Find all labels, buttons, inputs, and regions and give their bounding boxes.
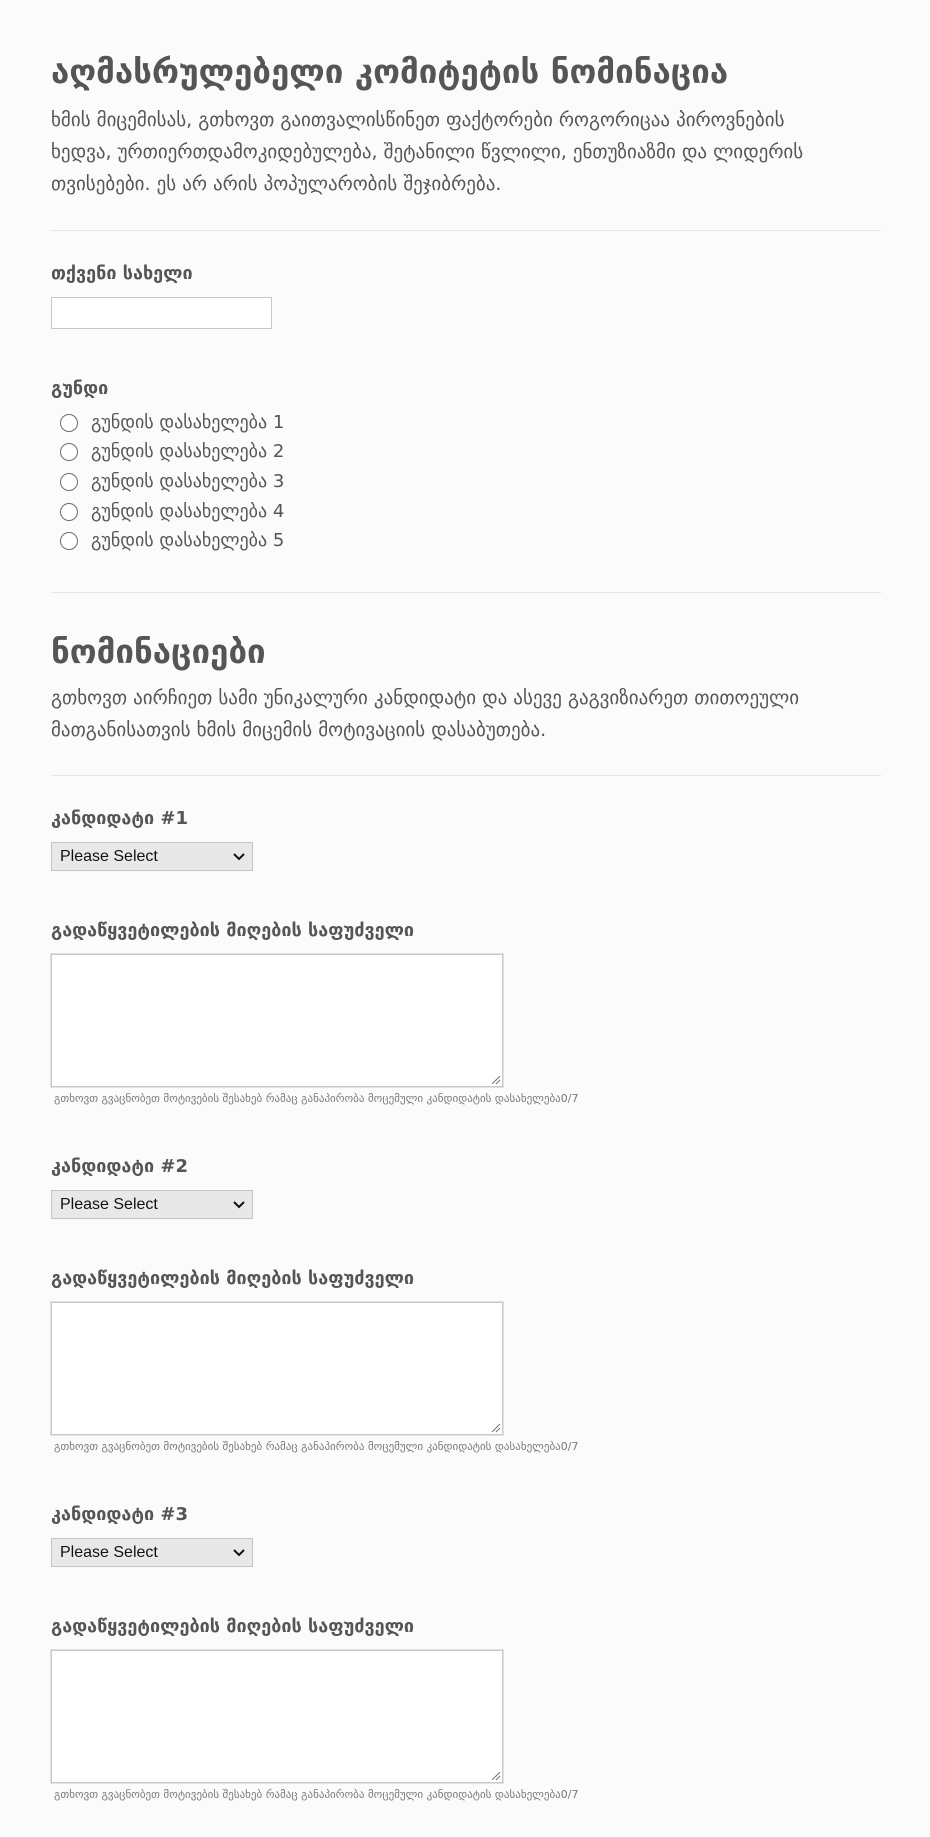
section-divider — [51, 230, 881, 231]
team-option-label: გუნდის დასახელება 5 — [91, 530, 285, 552]
candidate-1-helper-text: გთხოვთ გვაცნობეთ მოტივების შესახებ რამაც განაპირობა მოცემული კანდიდატის დასახელება0/7 — [54, 1092, 579, 1105]
team-option-label: გუნდის დასახელება 4 — [91, 500, 285, 522]
form-description — [51, 104, 881, 200]
candidate-2-select[interactable] — [51, 1190, 253, 1219]
team-label: გუნდი — [51, 378, 109, 399]
resize-grip-icon[interactable] — [490, 1074, 501, 1085]
resize-grip-icon[interactable] — [490, 1770, 501, 1781]
form-description-line: ხედვა, ურთიერთდამოკიდებულება, შეტანილი წვლილი, ენთუზიაზმი და ლიდერის — [51, 141, 804, 163]
candidate-1-reason-textarea[interactable] — [51, 954, 503, 1087]
candidate-2-select-value: Please Select — [60, 1195, 158, 1213]
candidate-2-reason-textarea[interactable] — [51, 1302, 503, 1435]
team-option[interactable] — [51, 526, 284, 556]
radio-button[interactable] — [60, 443, 78, 461]
candidate-3-helper-text: გთხოვთ გვაცნობეთ მოტივების შესახებ რამაც განაპირობა მოცემული კანდიდატის დასახელება0/7 — [54, 1788, 579, 1801]
team-option[interactable] — [51, 408, 284, 438]
candidate-3-select-value: Please Select — [60, 1543, 158, 1561]
section-divider — [51, 592, 881, 593]
radio-button[interactable] — [60, 414, 78, 432]
form-title: აღმასრულებელი კომიტეტის ნომინაცია — [51, 52, 729, 91]
candidate-3-reason-textarea[interactable] — [51, 1650, 503, 1783]
name-label: თქვენი სახელი — [51, 263, 193, 284]
candidate-2-helper-text: გთხოვთ გვაცნობეთ მოტივების შესახებ რამაც განაპირობა მოცემული კანდიდატის დასახელება0/7 — [54, 1440, 579, 1453]
team-option[interactable] — [51, 467, 284, 497]
team-option-label: გუნდის დასახელება 3 — [91, 470, 285, 492]
radio-button[interactable] — [60, 473, 78, 491]
team-option-label: გუნდის დასახელება 2 — [91, 441, 285, 463]
nominations-header — [51, 632, 266, 672]
team-radio-group — [51, 408, 284, 556]
candidate-3-select[interactable] — [51, 1538, 253, 1567]
nominations-title: ნომინაციები — [51, 632, 266, 671]
chevron-down-icon — [232, 1198, 246, 1212]
candidate-1-label: კანდიდატი #1 — [51, 808, 188, 829]
form-description-line: ხმის მიცემისას, გთხოვთ გაითვალისწინეთ ფაქტორები როგორიცაა პიროვნების — [51, 109, 785, 131]
candidate-3-reason-label: გადაწყვეტილების მიღების საფუძველი — [51, 1616, 415, 1637]
candidate-2-label: კანდიდატი #2 — [51, 1156, 188, 1177]
chevron-down-icon — [232, 850, 246, 864]
nominations-description — [51, 682, 881, 746]
team-option-label: გუნდის დასახელება 1 — [91, 411, 285, 433]
section-divider — [51, 775, 881, 776]
team-option[interactable] — [51, 438, 284, 468]
candidate-1-select-value: Please Select — [60, 847, 158, 865]
radio-button[interactable] — [60, 532, 78, 550]
nominations-description-line: გთხოვთ აირჩიეთ სამი უნიკალური კანდიდატი და ასევე გაგვიზიარეთ თითოეული — [51, 687, 800, 709]
form-description-line: თვისებები. ეს არ არის პოპულარობის შეჯიბრება. — [51, 173, 502, 195]
candidate-3-label: კანდიდატი #3 — [51, 1504, 188, 1525]
team-option[interactable] — [51, 497, 284, 527]
candidate-2-reason-label: გადაწყვეტილების მიღების საფუძველი — [51, 1268, 415, 1289]
candidate-1-reason-label: გადაწყვეტილების მიღების საფუძველი — [51, 920, 415, 941]
chevron-down-icon — [232, 1546, 246, 1560]
candidate-1-select[interactable] — [51, 842, 253, 871]
resize-grip-icon[interactable] — [490, 1422, 501, 1433]
form-header — [51, 52, 728, 92]
name-input[interactable] — [51, 297, 272, 329]
nominations-description-line: მათგანისათვის ხმის მიცემის მოტივაციის დასაბუთება. — [51, 719, 547, 741]
radio-button[interactable] — [60, 503, 78, 521]
